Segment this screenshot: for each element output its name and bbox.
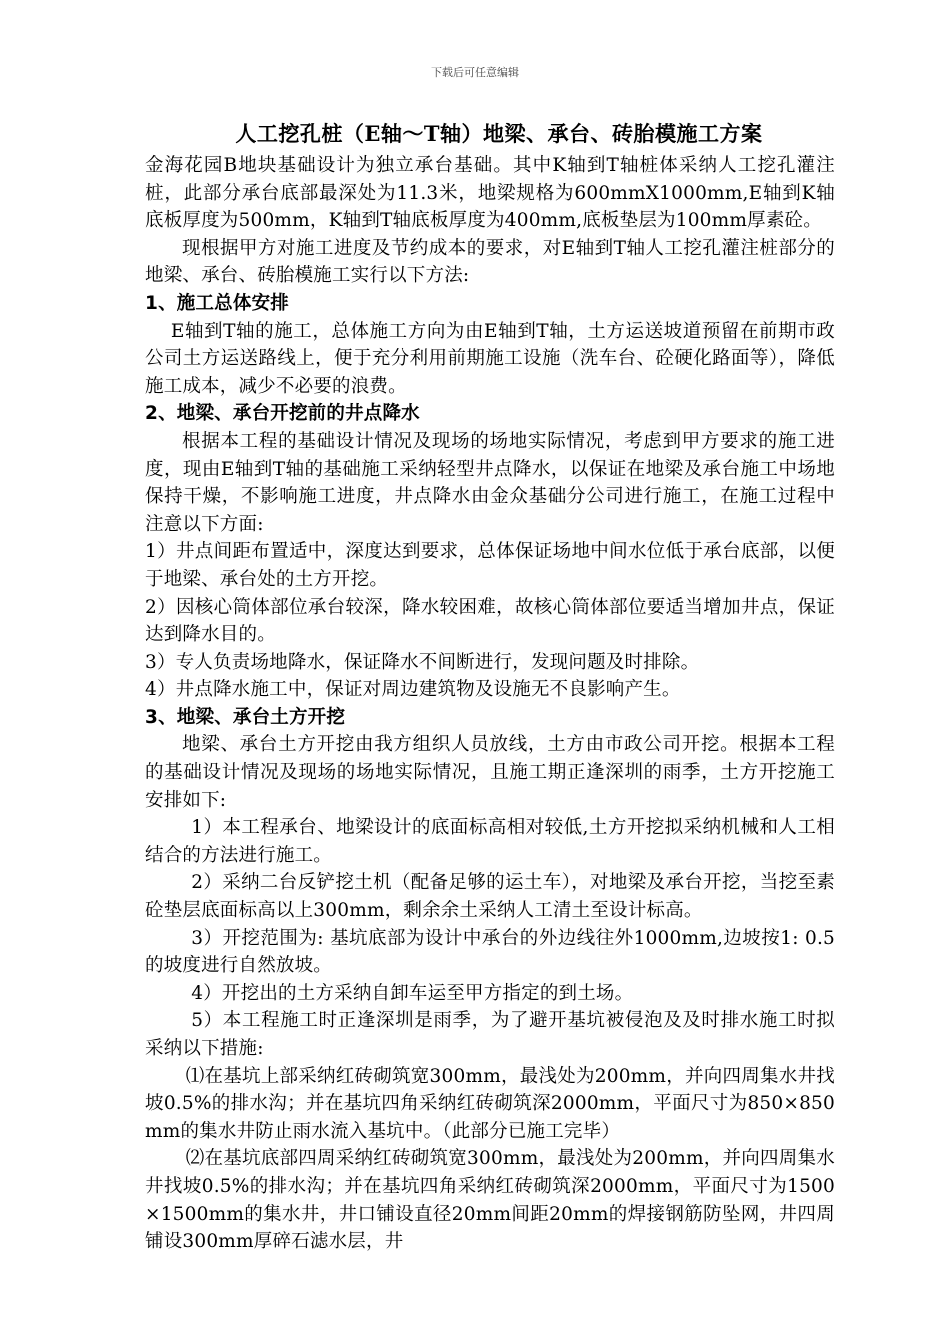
section-3-heading: 3、地梁、承台土方开挖 <box>145 706 346 728</box>
section-1-heading: 1、施工总体安排 <box>145 292 289 314</box>
intro-paragraph-1: 金海花园B地块基础设计为独立承台基础。其中K轴到T轴桩体采纳人工挖孔灌注桩，此部分承台底部最深处为11.3米，地梁规格为600mmX1000mm,E轴到K轴底板厚度为500mm，K轴到T轴底板厚度为400mm,底板垫层为100mm厚素砼。 <box>145 155 835 232</box>
section-2-item-2: 2）因核心筒体部位承台较深，降水较困难，故核心筒体部位要适当增加井点，保证达到降水目的。 <box>145 596 835 646</box>
section-2-item-1: 1）井点间距布置适中，深度达到要求，总体保证场地中间水位低于承台底部，以便于地梁、承台处的土方开挖。 <box>145 541 835 590</box>
section-3-paragraph: 地梁、承台土方开挖由我方组织人员放线，土方由市政公司开挖。根据本工程的基础设计情况及现场的场地实际情况，且施工期正逢深圳的雨季，土方开挖施工安排如下: <box>145 734 835 811</box>
page-header-note: 下载后可任意编辑 <box>431 66 519 79</box>
section-3-sub-item-1: ⑴在基坑上部采纳红砖砌筑宽300mm，最浅处为200mm，并向四周集水井找坡0.5%的排水沟；并在基坑四角采纳红砖砌筑深2000mm，平面尺寸为850×850mm的集水井防止雨水流入基坑中。（此部分已施工完毕） <box>145 1065 835 1142</box>
section-3-item-2: 2）采纳二台反铲挖土机（配备足够的运土车），对地梁及承台开挖，当挖至素砼垫层底面标高以上300mm，剩余余土采纳人工清土至设计标高。 <box>145 872 835 922</box>
section-3-item-4: 4）开挖出的土方采纳自卸车运至甲方指定的到土场。 <box>191 982 634 1004</box>
section-1-paragraph: E轴到T轴的施工，总体施工方向为由E轴到T轴，土方运送坡道预留在前期市政公司土方运送路线上，便于充分利用前期施工设施（洗车台、砼硬化路面等），降低施工成本，减少不必要的浪费。 <box>145 320 835 397</box>
section-2-item-3: 3）专人负责场地降水，保证降水不间断进行，发现问题及时排除。 <box>145 651 700 673</box>
section-3-sub-item-2: ⑵在基坑底部四周采纳红砖砌筑宽300mm，最浅处为200mm，并向四周集水井找坡0.5%的排水沟；并在基坑四角采纳红砖砌筑深2000mm，平面尺寸为1500×1500mm的集水井，井口铺设直径20mm间距20mm的焊接钢筋防坠网，井四周铺设300mm厚碎石滤水层，井 <box>145 1148 835 1253</box>
section-3-item-1: 1）本工程承台、地梁设计的底面标高相对较低,土方开挖拟采纳机械和人工相结合的方法进行施工。 <box>145 817 835 866</box>
section-2-paragraph: 根据本工程的基础设计情况及现场的场地实际情况，考虑到甲方要求的施工进度，现由E轴到T轴的基础施工采纳轻型井点降水，以保证在地梁及承台施工中场地保持干燥，不影响施工进度，井点降水由金众基础分公司进行施工，在施工过程中注意以下方面: <box>145 430 835 535</box>
section-2-item-4: 4）井点降水施工中，保证对周边建筑物及设施无不良影响产生。 <box>145 679 681 701</box>
document-title: 人工挖孔桩（E轴～T轴）地梁、承台、砖胎模施工方案 <box>235 121 763 146</box>
section-2-heading: 2、地梁、承台开挖前的井点降水 <box>145 403 420 425</box>
document-body <box>145 116 835 1256</box>
section-3-item-5: 5）本工程施工时正逢深圳是雨季，为了避开基坑被侵泡及及时排水施工时拟采纳以下措施: <box>145 1010 835 1059</box>
intro-paragraph-2: 现根据甲方对施工进度及节约成本的要求，对E轴到T轴人工挖孔灌注桩部分的地梁、承台、砖胎模施工实行以下方法: <box>145 237 835 287</box>
section-3-item-3: 3）开挖范围为: 基坑底部为设计中承台的外边线往外1000mm,边坡按1: 0.5的坡度进行自然放坡。 <box>145 927 835 977</box>
